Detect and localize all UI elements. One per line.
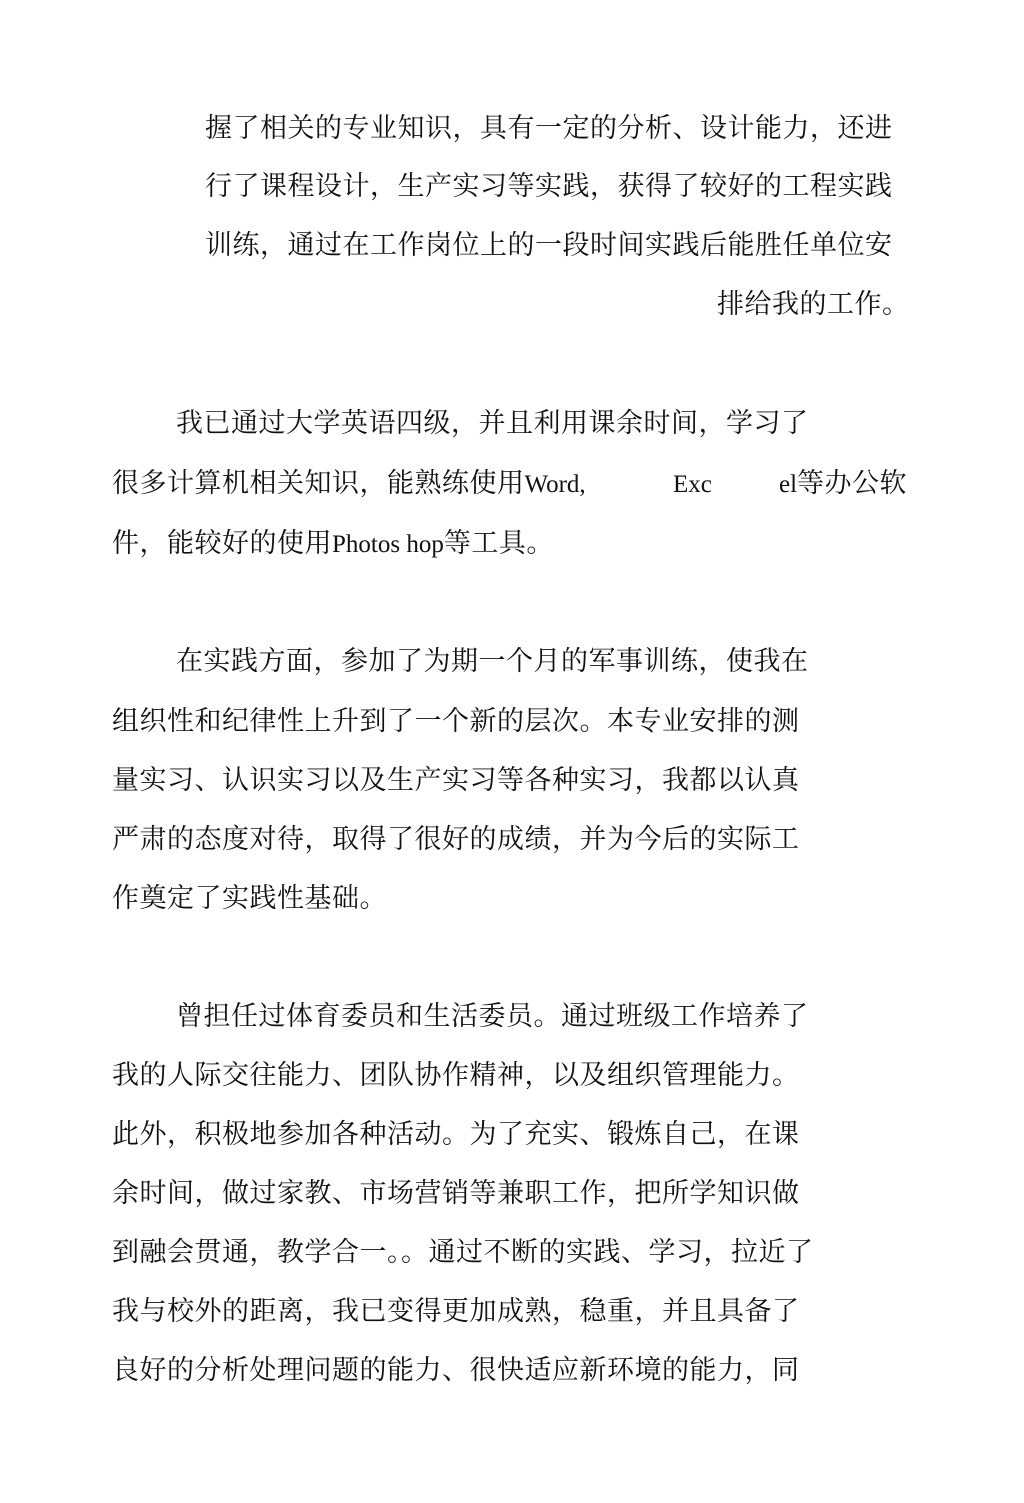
paragraph-3-line-3: 量实习、认识实习以及生产实习等各种实习，我都以认真: [112, 765, 800, 796]
excel-term-part-2: el: [779, 471, 798, 498]
line-text-end: 等工具。: [443, 528, 554, 559]
paragraph-2-line-3: [112, 527, 554, 562]
paragraph-1-line-2: 行了课程设计，生产实习等实践，获得了较好的工程实践: [205, 171, 893, 202]
paragraph-1-line-4: 排给我的工作。: [717, 289, 910, 320]
paragraph-3-line-1: 在实践方面，参加了为期一个月的军事训练，使我在: [176, 646, 809, 677]
paragraph-4-line-7: 良好的分析处理问题的能力、很快适应新环境的能力，同: [112, 1355, 800, 1386]
paragraph-1-line-1: 握了相关的专业知识，具有一定的分析、设计能力，还进: [205, 113, 893, 144]
paragraph-2-line-2: [112, 467, 586, 502]
line-text-start: 很多计算机相关知识，能熟练使用: [112, 468, 525, 499]
word-term: Word,: [524, 471, 586, 498]
paragraph-4-line-1: 曾担任过体育委员和生活委员。通过班级工作培养了: [176, 1001, 809, 1032]
paragraph-2-line-1: 我已通过大学英语四级，并且利用课余时间，学习了: [176, 408, 809, 439]
paragraph-4-line-6: 我与校外的距离，我已变得更加成熟，稳重，并且具备了: [112, 1296, 800, 1327]
paragraph-2-line-2-end: [779, 467, 907, 502]
photoshop-term: Photos hop: [332, 531, 444, 558]
paragraph-3-line-2: 组织性和纪律性上升到了一个新的层次。本专业安排的测: [112, 706, 800, 737]
paragraph-4-line-4: 余时间，做过家教、市场营销等兼职工作，把所学知识做: [112, 1178, 800, 1209]
paragraph-3-line-5: 作奠定了实践性基础。: [112, 883, 387, 914]
paragraph-3-line-4: 严肃的态度对待，取得了很好的成绩，并为今后的实际工: [112, 824, 800, 855]
paragraph-1-line-3: 训练，通过在工作岗位上的一段时间实践后能胜任单位安: [205, 230, 893, 261]
paragraph-4-line-5: 到融会贯通，教学合一。。通过不断的实践、学习，拉近了: [112, 1237, 814, 1268]
paragraph-4-line-3: 此外，积极地参加各种活动。为了充实、锻炼自己，在课: [112, 1119, 800, 1150]
paragraph-4-line-2: 我的人际交往能力、团队协作精神，以及组织管理能力。: [112, 1060, 800, 1091]
line-text-end: 等办公软: [797, 468, 908, 499]
excel-term-part-1: Exc: [673, 471, 712, 498]
line-text-start: 件，能较好的使用: [112, 528, 332, 559]
